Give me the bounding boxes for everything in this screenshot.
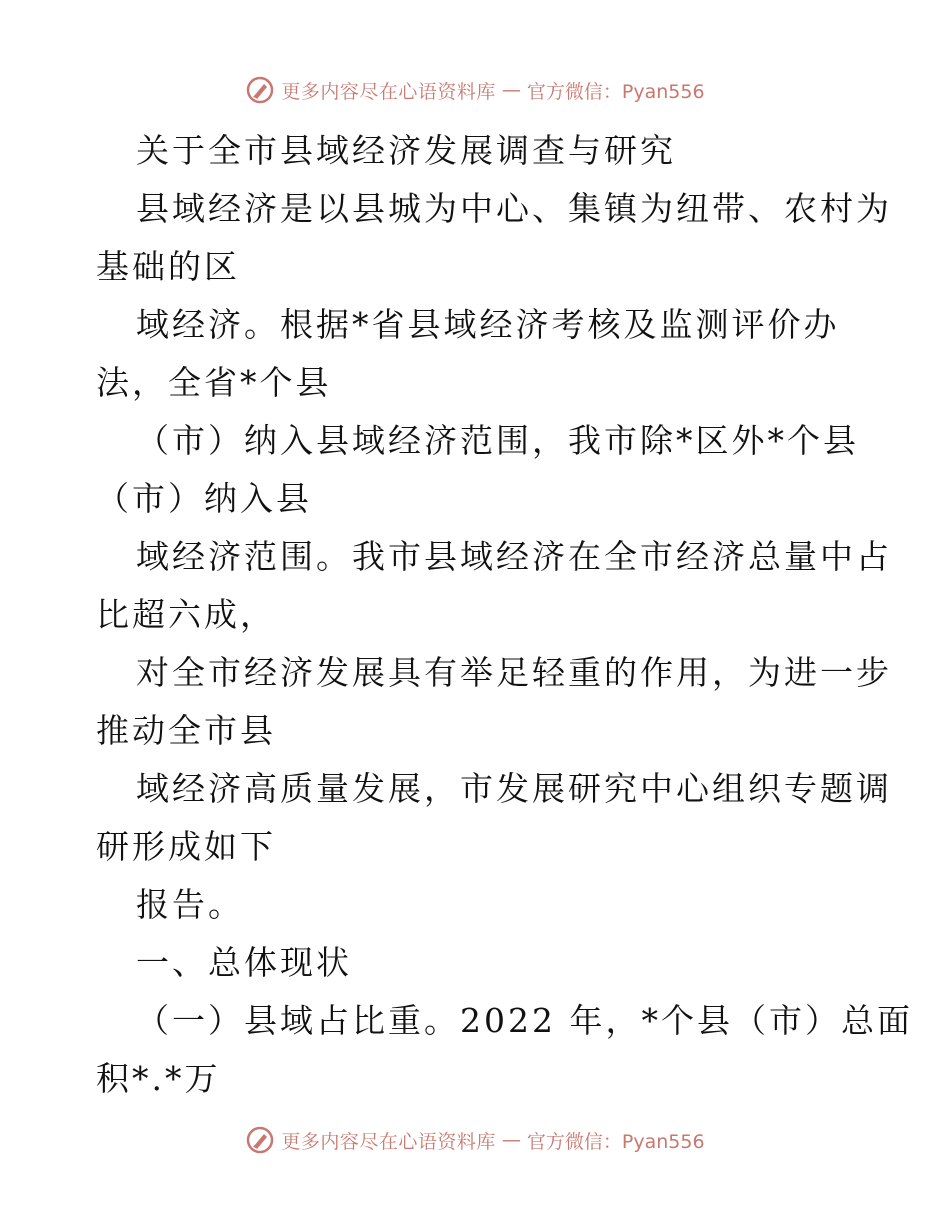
doc-line: 域经济范围。我市县域经济在全市经济总量中占 (136, 537, 892, 576)
watermark-header (0, 70, 950, 110)
watermark-text: 更多内容尽在心语资料库 (281, 1130, 496, 1153)
doc-line: （市）纳入县域经济范围，我市除*区外*个县 (136, 421, 859, 460)
pen-logo-icon (245, 1125, 275, 1155)
doc-line: 域经济。根据*省县域经济考核及监测评价办 (136, 305, 840, 344)
section-heading: 一、总体现状 (136, 943, 352, 982)
pen-logo-icon (245, 75, 275, 105)
doc-line: （市）纳入县 (96, 479, 312, 518)
doc-line: 基础的区 (96, 247, 240, 286)
watermark-separator: — (501, 79, 521, 101)
doc-title: 关于全市县域经济发展调查与研究 (136, 131, 676, 170)
watermark-text: 更多内容尽在心语资料库 (281, 80, 496, 103)
doc-line: 比超六成， (96, 595, 276, 634)
doc-line: 域经济高质量发展，市发展研究中心组织专题调 (136, 769, 892, 808)
doc-line: 报告。 (136, 885, 244, 924)
doc-line: （一）县域占比重。2022 年，*个县（市）总面 (136, 1001, 913, 1040)
doc-line: 法，全省*个县 (96, 363, 332, 402)
document-body (96, 122, 913, 1108)
watermark-separator: — (501, 1129, 521, 1151)
doc-line: 研形成如下 (96, 827, 276, 866)
doc-line: 对全市经济发展具有举足轻重的作用，为进一步 (136, 653, 892, 692)
watermark-contact: 官方微信：Pyan556 (526, 80, 705, 103)
doc-line: 县域经济是以县城为中心、集镇为纽带、农村为 (136, 189, 892, 228)
watermark-contact: 官方微信：Pyan556 (526, 1130, 705, 1153)
watermark-footer (0, 1120, 950, 1160)
doc-line: 推动全市县 (96, 711, 276, 750)
doc-line: 积*.*万 (96, 1059, 221, 1098)
